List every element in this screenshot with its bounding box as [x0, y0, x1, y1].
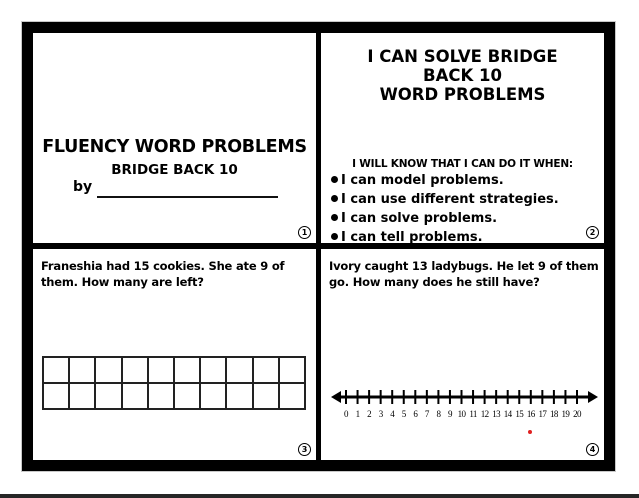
bottom-bar [0, 494, 639, 498]
tick-label: 15 [515, 409, 524, 419]
tick-label: 13 [492, 409, 501, 419]
tick-label: 12 [480, 409, 489, 419]
tick-label: 4 [390, 409, 395, 419]
ten-frame-cell [43, 357, 69, 383]
ten-frame-cell [69, 383, 95, 409]
tick-label: 2 [367, 409, 372, 419]
tick-label: 10 [457, 409, 466, 419]
ten-frame-cell [279, 383, 305, 409]
arrow-left-icon [331, 391, 341, 403]
ten-frame-cell [174, 383, 200, 409]
ten-frame-cell [148, 357, 174, 383]
ten-frame-cell [279, 357, 305, 383]
objectives-card [321, 33, 604, 243]
ten-frame-cell [95, 383, 121, 409]
tick-label: 14 [503, 409, 512, 419]
criteria-item: I can solve problems. [331, 209, 559, 228]
task-card-sheet [22, 22, 615, 471]
objective-title-line: I CAN SOLVE BRIDGE [367, 47, 558, 66]
tick-label: 0 [344, 409, 348, 419]
criteria-item: I can use different strategies. [331, 190, 559, 209]
page-number-badge: 2 [586, 226, 599, 239]
criteria-heading: I WILL KNOW THAT I CAN DO IT WHEN: [352, 158, 573, 170]
tick-label: 18 [549, 409, 558, 419]
cover-title: FLUENCY WORD PROBLEMS [42, 137, 307, 157]
word-problem-text: Ivory caught 13 ladybugs. He let 9 of them go. How many does he still have? [329, 259, 599, 289]
cover-card [33, 33, 316, 243]
ten-frame-cell [69, 357, 95, 383]
tick-label: 6 [413, 409, 418, 419]
tick-label: 7 [424, 409, 429, 419]
tick-label: 19 [561, 409, 570, 419]
ten-frame-cell [253, 357, 279, 383]
tick-label: 16 [526, 409, 535, 419]
ten-frame-cell [226, 383, 252, 409]
tick-label: 17 [538, 409, 547, 419]
criteria-item: I can model problems. [331, 171, 559, 190]
arrow-right-icon [588, 391, 598, 403]
tick-label: 5 [401, 409, 406, 419]
page-number-badge: 3 [298, 443, 311, 456]
name-blank-line [97, 196, 278, 198]
ten-frame-cell [95, 357, 121, 383]
ten-frame-cell [200, 357, 226, 383]
objective-title [321, 47, 604, 104]
ten-frame-grid [42, 356, 306, 410]
ten-frame-cell [122, 357, 148, 383]
page-number-badge: 1 [298, 226, 311, 239]
tick-label: 11 [469, 409, 477, 419]
ten-frame-cell [122, 383, 148, 409]
tick-label: 9 [447, 409, 452, 419]
bullet-icon [331, 233, 338, 240]
word-problem-text: Franeshia had 15 cookies. She ate 9 of them. How many are left? [41, 259, 285, 289]
criteria-list [331, 171, 559, 243]
ten-frame-cell [253, 383, 279, 409]
ten-frame-cell [174, 357, 200, 383]
ten-frame-cell [43, 383, 69, 409]
ten-frame-cell [200, 383, 226, 409]
objective-title-line: BACK 10 [423, 66, 502, 85]
problem-card-cookies [33, 249, 316, 460]
number-line [321, 249, 604, 460]
tick-label: 1 [355, 409, 360, 419]
cover-subtitle: BRIDGE BACK 10 [111, 162, 238, 178]
ten-frame-cell [148, 383, 174, 409]
marker-dot [528, 430, 532, 434]
tick-label: 8 [436, 409, 441, 419]
tick-label: 20 [573, 409, 581, 419]
bullet-icon [331, 195, 338, 202]
problem-card-ladybugs [321, 249, 604, 460]
objective-title-line: WORD PROBLEMS [379, 85, 546, 104]
bullet-icon [331, 176, 338, 183]
ten-frame-cell [226, 357, 252, 383]
criteria-item: I can tell problems. [331, 228, 559, 243]
tick-label: 3 [378, 409, 383, 419]
page-number-badge: 4 [586, 443, 599, 456]
by-label: by [73, 179, 93, 195]
bullet-icon [331, 214, 338, 221]
